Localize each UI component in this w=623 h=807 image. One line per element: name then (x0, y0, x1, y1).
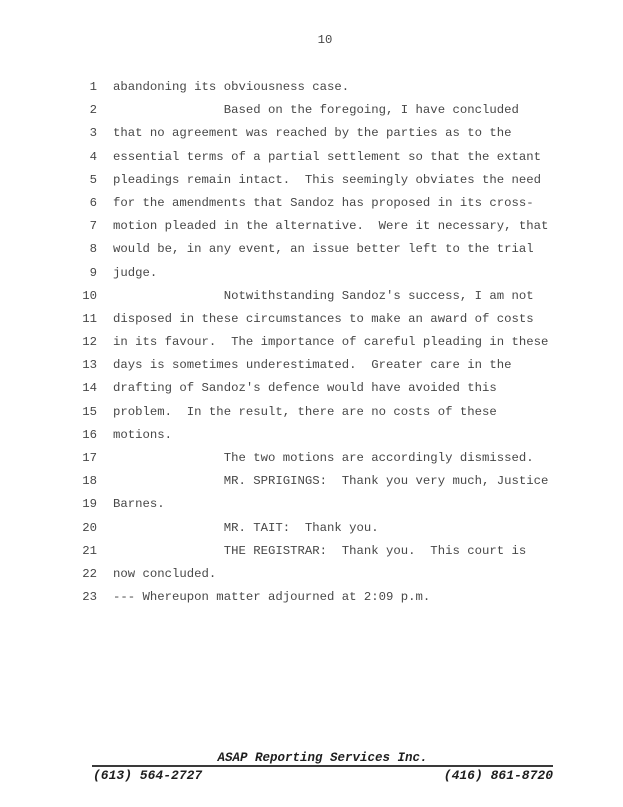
line-text: --- Whereupon matter adjourned at 2:09 p.m. (113, 590, 431, 605)
transcript-line (0, 470, 623, 493)
line-number: 16 (82, 427, 97, 442)
line-text: that no agreement was reached by the parties as to the (113, 126, 512, 141)
line-text: essential terms of a partial settlement so that the extant (113, 149, 542, 164)
line-text: Notwithstanding Sandoz's success, I am not (113, 288, 534, 303)
line-number: 5 (89, 172, 97, 187)
transcript-line (0, 308, 623, 331)
transcript-line (0, 76, 623, 99)
transcript-line (0, 238, 623, 261)
line-text: now concluded. (113, 566, 217, 581)
transcript-line (0, 377, 623, 400)
line-number: 4 (89, 149, 97, 164)
line-text: judge. (113, 265, 158, 280)
line-number: 9 (89, 265, 97, 280)
transcript-line (0, 563, 623, 586)
line-text: The two motions are accordingly dismissed. (113, 451, 534, 465)
transcript-line (0, 99, 623, 122)
transcript-line (0, 146, 623, 169)
line-number: 1 (89, 80, 97, 94)
line-text: motions. (113, 427, 173, 442)
line-number: 3 (89, 126, 97, 141)
transcript-line (0, 215, 623, 238)
line-text: Barnes. (113, 497, 165, 512)
footer-divider (92, 765, 553, 767)
line-number: 13 (82, 358, 97, 373)
transcript-line (0, 540, 623, 563)
line-number: 22 (82, 566, 97, 581)
line-number: 20 (82, 520, 97, 535)
transcript-line (0, 331, 623, 354)
transcript-line (0, 586, 623, 609)
transcript-line (0, 401, 623, 424)
transcript-line (0, 169, 623, 192)
transcript-line (0, 192, 623, 215)
line-number: 7 (89, 219, 97, 234)
footer-company-name: ASAP Reporting Services Inc. (217, 751, 428, 765)
line-text: drafting of Sandoz's defence would have avoided this (113, 381, 497, 396)
line-number: 15 (82, 404, 97, 419)
line-text: would be, in any event, an issue better left to the trial (113, 242, 534, 257)
line-text: pleadings remain intact. This seemingly obviates the need (113, 172, 542, 187)
transcript-line (0, 262, 623, 285)
footer-phone-right: (416) 861-8720 (443, 768, 553, 783)
transcript-line (0, 285, 623, 308)
line-number: 23 (82, 590, 97, 605)
transcript-lines (0, 76, 623, 609)
line-number: 8 (89, 242, 97, 257)
line-number: 2 (89, 103, 97, 118)
transcript-line (0, 517, 623, 540)
line-number: 18 (82, 474, 97, 489)
line-text: days is sometimes underestimated. Greater care in the (113, 358, 512, 373)
line-text: problem. In the result, there are no costs of these (113, 404, 497, 419)
line-text: for the amendments that Sandoz has proposed in its cross- (113, 195, 534, 210)
line-number: 19 (82, 497, 97, 512)
line-number: 17 (82, 451, 97, 465)
line-text: abandoning its obviousness case. (113, 80, 350, 94)
transcript-line (0, 354, 623, 377)
line-number: 6 (89, 195, 97, 210)
line-text: MR. TAIT: Thank you. (113, 520, 379, 535)
footer-phones (93, 768, 553, 783)
line-text: THE REGISTRAR: Thank you. This court is (113, 543, 527, 558)
transcript-line (0, 122, 623, 145)
line-text: MR. SPRIGINGS: Thank you very much, Justice (113, 474, 549, 489)
line-text: in its favour. The importance of careful pleading in these (113, 335, 549, 350)
line-number: 11 (82, 311, 97, 326)
line-text: disposed in these circumstances to make an award of costs (113, 311, 534, 326)
line-number: 14 (82, 381, 97, 396)
line-number: 10 (82, 288, 97, 303)
line-number: 21 (82, 543, 97, 558)
transcript-line (0, 493, 623, 516)
transcript-line (0, 424, 623, 447)
transcript-line (0, 447, 623, 470)
footer-phone-left: (613) 564-2727 (93, 768, 203, 783)
line-text: motion pleaded in the alternative. Were it necessary, that (113, 219, 549, 234)
page-number: 10 (317, 33, 333, 47)
line-number: 12 (82, 335, 97, 350)
line-text: Based on the foregoing, I have concluded (113, 103, 519, 118)
